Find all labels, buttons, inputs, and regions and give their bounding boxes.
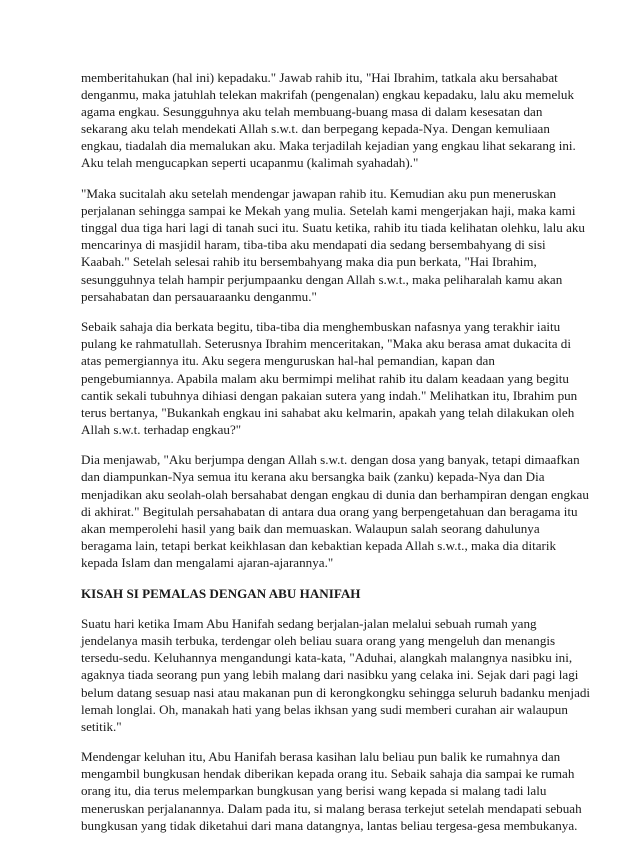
text-line: kepada Islam dan mengalami ajaran-ajarannya." — [81, 554, 334, 570]
text-line: sekarang aku telah mendekati Allah s.w.t. dan berpegang kepada-Nya. Dengan kemuliaan — [81, 121, 550, 137]
text-line: perjalanan sehingga sampai ke Mekah yang mulia. Setelah kami mengerjakan haji, maka kami — [81, 203, 576, 219]
text-line: Dia menjawab, "Aku berjumpa dengan Allah s.w.t. dengan dosa yang banyak, tetapi dimaafkan — [81, 452, 580, 468]
text-line: tersedu-sedu. Keluhannya mengandungi kata-kata, "Aduhai, alangkah malangnya nasibku ini, — [81, 650, 573, 666]
text-line: Mendengar keluhan itu, Abu Hanifah berasa kasihan lalu beliau pun balik ke rumahnya dan — [81, 749, 561, 765]
text-line: lemah longlai. Oh, manakah hati yang belas ikhsan yang sudi memberi curahan air walaupun — [81, 701, 568, 717]
text-line: cantik sekali tubuhnya dihiasi dengan pakaian sutera yang indah." Melihatkan itu, Ibrahim pun — [81, 387, 578, 403]
text-line: agama engkau. Sesungguhnya aku telah membuang-buang masa di dalam kesesatan dan — [81, 104, 543, 120]
text-line: setitik." — [81, 718, 122, 734]
text-line: pulang ke rahmatullah. Seterusnya Ibrahim menceritakan, "Maka aku berasa amat dukacita di — [81, 336, 571, 352]
text-line: dan diampunkan-Nya semua itu kerana aku bersangka baik (zanku) kepada-Nya dan Dia — [81, 469, 545, 485]
text-line: jendelanya masih terbuka, terdengar oleh beliau suara orang yang mengeluh dan menangis — [81, 633, 556, 649]
text-line: "Maka sucitalah aku setelah mendengar jawapan rahib itu. Kemudian aku pun meneruskan — [81, 186, 557, 202]
text-line: Aku telah mengucapkan seperti ucapanmu (kalimah syahadah)." — [81, 155, 419, 171]
text-line: orang itu, dia terus melemparkan bungkusan yang berisi wang kepada si malang tadi lalu — [81, 783, 547, 799]
text-line: mencarinya di masjidil haram, tiba-tiba aku mendapati dia sedang bersembahyang di sisi — [81, 237, 546, 253]
text-line: terus bertanya, "Bukankah engkau ini sahabat aku kelmarin, apakah yang telah dilakukan oleh — [81, 404, 575, 420]
text-line: persahabatan dan persauaraanku denganmu." — [81, 288, 317, 304]
text-line: pengebumiannya. Apabila malam aku bermimpi melihat rahib itu dalam keadaan yang begitu — [81, 370, 569, 386]
text-line: menjadikan aku seolah-olah bersahabat dengan engkau di dunia dan berhampiran dengan engkau — [81, 486, 589, 502]
paragraph-3 — [81, 318, 578, 438]
text-line: Kaabah." Setelah selesai rahib itu bersembahyang maka dia pun berkata, "Hai Ibrahim, — [81, 254, 537, 270]
text-line: di akhirat." Begitulah persahabatan di antara dua orang yang berpengetahuan dan beragama itu — [81, 503, 578, 519]
text-line: tinggal dua tiga hari lagi di tanah suci itu. Suatu ketika, rahib itu tiada kelihatan olehku, lalu aku — [81, 220, 585, 236]
paragraph-5 — [81, 615, 591, 735]
text-line: denganmu, maka jatuhlah telekan makrifah (pengenalan) engkau kepadaku, lalu aku memeluk — [81, 87, 575, 103]
text-line: Sebaik sahaja dia berkata begitu, tiba-tiba dia menghembuskan nafasnya yang terakhir iaitu — [81, 319, 561, 335]
section-heading: KISAH SI PEMALAS DENGAN ABU HANIFAH — [81, 585, 361, 601]
paragraph-4 — [81, 451, 589, 571]
text-line: sesungguhnya telah hampir perjumpaanku dengan Allah s.w.t., maka peliharalah kamu akan — [81, 271, 563, 287]
document-body — [81, 69, 591, 847]
text-line: akan memperolehi hasil yang baik dan memuaskan. Walaupun salah seorang dahulunya — [81, 520, 540, 536]
text-line: atas pemergiannya itu. Aku segera menguruskan hal-hal pemandian, kapan dan — [81, 353, 495, 369]
text-line: beragama lain, tetapi berkat keikhlasan dan kebaktian kepada Allah s.w.t., maka dia ditarik — [81, 537, 557, 553]
text-line: agaknya tiada seorang pun yang lebih malang dari nasibku yang celaka ini. Sejak dari pagi lagi — [81, 667, 579, 683]
paragraph-2 — [81, 185, 585, 305]
paragraph-6 — [81, 748, 582, 833]
text-line: bungkusan yang tidak diketahui dari mana datangnya, lantas beliau tergesa-gesa membukanya. — [81, 817, 578, 833]
text-line: belum datang sesuap nasi atau makanan pun di kerongkongku sehingga seluruh badanku menjadi — [81, 684, 591, 700]
text-line: memberitahukan (hal ini) kepadaku." Jawab rahib itu, "Hai Ibrahim, tatkala aku bersahabat — [81, 70, 558, 85]
text-line: meneruskan perjalanannya. Dalam pada itu, si malang berasa terkejut setelah mendapati sebuah — [81, 800, 582, 816]
text-line: Suatu hari ketika Imam Abu Hanifah sedang berjalan-jalan melalui sebuah rumah yang — [81, 616, 537, 632]
text-line: mengambil bungkusan hendak diberikan kepada orang itu. Sebaik sahaja dia sampai ke rumah — [81, 766, 575, 782]
paragraph-1 — [81, 69, 576, 172]
text-line: engkau, tiadalah dia memalukan aku. Maka terjadilah kejadian yang engkau lihat sekarang ini. — [81, 138, 576, 154]
text-line: Allah s.w.t. terhadap engkau?" — [81, 421, 242, 437]
